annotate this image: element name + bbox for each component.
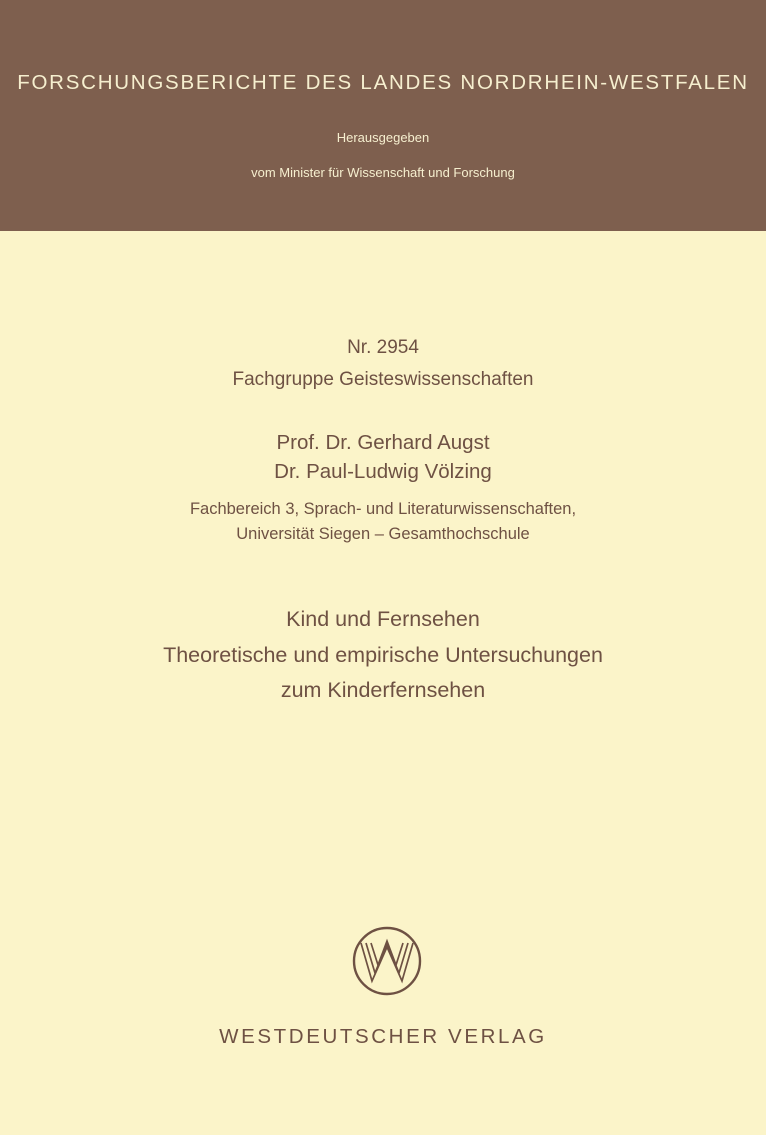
institution-line-2: Universität Siegen – Gesamthochschule xyxy=(236,525,530,543)
subject-group: Fachgruppe Geisteswissenschaften xyxy=(232,369,534,390)
editor-line-2: vom Minister für Wissenschaft und Forschung xyxy=(251,165,515,180)
book-title-line-1: Kind und Fernsehen xyxy=(286,607,480,631)
report-number: Nr. 2954 xyxy=(347,337,419,358)
author-2: Dr. Paul-Ludwig Völzing xyxy=(274,460,492,483)
institution-line-1: Fachbereich 3, Sprach- und Literaturwissenschaften, xyxy=(189,500,577,518)
editor-line-1: Herausgegeben xyxy=(336,130,430,145)
series-title: FORSCHUNGSBERICHTE DES LANDES NORDRHEIN-WESTFALEN xyxy=(17,71,749,94)
publisher-name: WESTDEUTSCHER VERLAG xyxy=(219,1025,547,1048)
series-header-band xyxy=(0,0,766,231)
book-title-line-2: Theoretische und empirische Untersuchungen xyxy=(163,643,603,667)
book-title-line-3: zum Kinderfernsehen xyxy=(280,678,486,702)
westdeutscher-verlag-logo-icon xyxy=(349,923,425,999)
author-1: Prof. Dr. Gerhard Augst xyxy=(276,431,490,454)
